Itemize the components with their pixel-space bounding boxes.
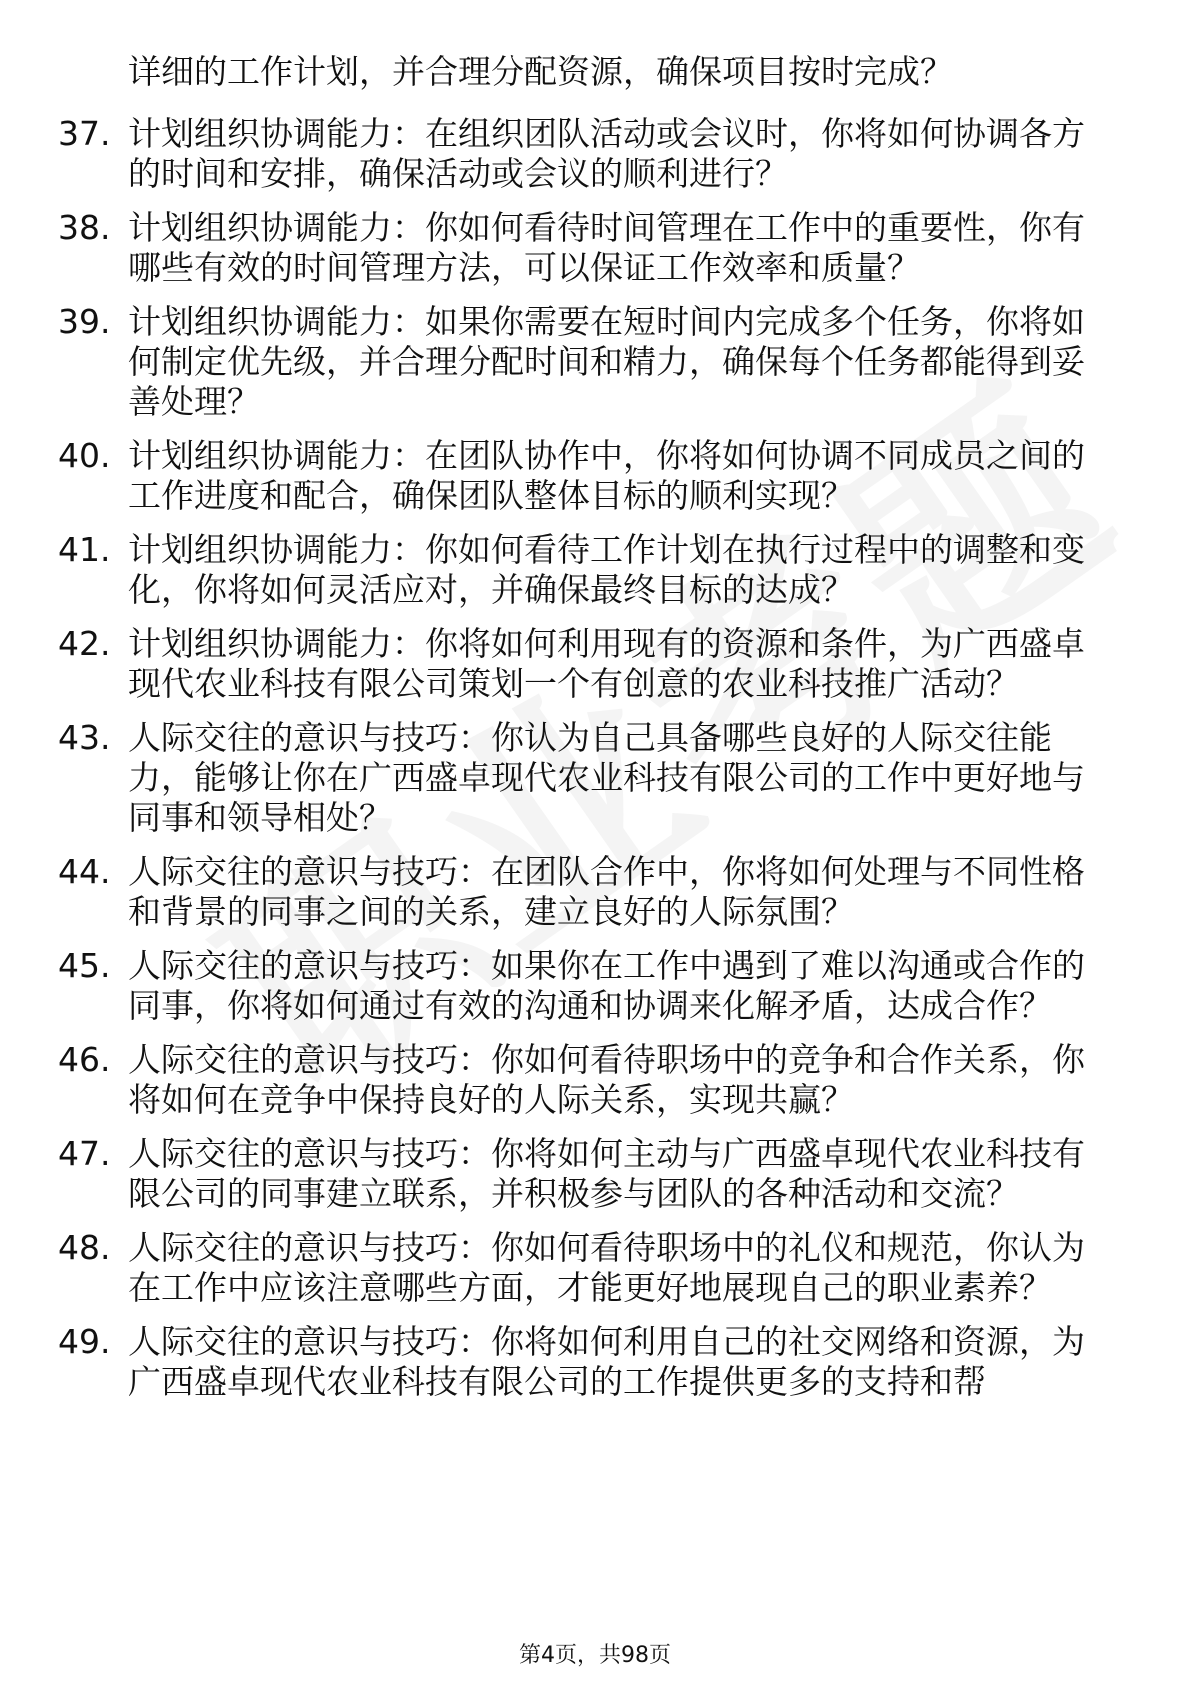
question-text: 人际交往的意识与技巧：你将如何利用自己的社交网络和资源，为广西盛卓现代农业科技有限公司的工作提供更多的支持和帮: [128, 1322, 1085, 1401]
question-text: 计划组织协调能力：你将如何利用现有的资源和条件，为广西盛卓现代农业科技有限公司策划一个有创意的农业科技推广活动？: [128, 624, 1085, 703]
continuation-text: 详细的工作计划，并合理分配资源，确保项目按时完成？: [128, 52, 953, 91]
question-number: 39.: [58, 302, 111, 341]
question-text: 人际交往的意识与技巧：你将如何主动与广西盛卓现代农业科技有限公司的同事建立联系，并积极参与团队的各种活动和交流？: [128, 1134, 1085, 1213]
question-item: [0, 436, 1110, 516]
question-item: [0, 302, 1110, 422]
question-item: [0, 624, 1110, 704]
question-item: [0, 1040, 1110, 1120]
question-item: [0, 114, 1110, 194]
question-text: 计划组织协调能力：如果你需要在短时间内完成多个任务，你将如何制定优先级，并合理分配时间和精力，确保每个任务都能得到妥善处理？: [128, 302, 1085, 421]
question-number: 40.: [58, 436, 111, 475]
question-number: 43.: [58, 718, 111, 757]
question-number: 41.: [58, 530, 111, 569]
question-item: [0, 1322, 1110, 1402]
question-number: 44.: [58, 852, 111, 891]
question-number: 37.: [58, 114, 111, 153]
question-item: [0, 1134, 1110, 1214]
question-text: 人际交往的意识与技巧：你认为自己具备哪些良好的人际交往能力，能够让你在广西盛卓现代农业科技有限公司的工作中更好地与同事和领导相处？: [128, 718, 1085, 837]
question-item: [0, 718, 1110, 838]
question-number: 47.: [58, 1134, 111, 1173]
question-number: 48.: [58, 1228, 111, 1267]
question-text: 人际交往的意识与技巧：你如何看待职场中的礼仪和规范，你认为在工作中应该注意哪些方面，才能更好地展现自己的职业素养？: [128, 1228, 1085, 1307]
question-number: 38.: [58, 208, 111, 247]
question-text: 人际交往的意识与技巧：如果你在工作中遇到了难以沟通或合作的同事，你将如何通过有效的沟通和协调来化解矛盾，达成合作？: [128, 946, 1085, 1025]
question-item: [0, 852, 1110, 932]
question-text: 计划组织协调能力：在团队协作中，你将如何协调不同成员之间的工作进度和配合，确保团队整体目标的顺利实现？: [128, 436, 1085, 515]
question-number: 45.: [58, 946, 111, 985]
question-text: 计划组织协调能力：你如何看待工作计划在执行过程中的调整和变化，你将如何灵活应对，并确保最终目标的达成？: [128, 530, 1085, 609]
question-text: 计划组织协调能力：你如何看待时间管理在工作中的重要性，你有哪些有效的时间管理方法，可以保证工作效率和质量？: [128, 208, 1085, 287]
question-text: 计划组织协调能力：在组织团队活动或会议时，你将如何协调各方的时间和安排，确保活动或会议的顺利进行？: [128, 114, 1085, 193]
question-item: [0, 530, 1110, 610]
page-footer: 第4页，共98页: [519, 1643, 671, 1668]
question-list: [0, 114, 1190, 1416]
question-item: [0, 946, 1110, 1026]
question-number: 49.: [58, 1322, 111, 1361]
question-number: 46.: [58, 1040, 111, 1079]
question-text: 人际交往的意识与技巧：你如何看待职场中的竞争和合作关系，你将如何在竞争中保持良好的人际关系，实现共赢？: [128, 1040, 1085, 1119]
question-item: [0, 208, 1110, 288]
question-item: [0, 1228, 1110, 1308]
question-text: 人际交往的意识与技巧：在团队合作中，你将如何处理与不同性格和背景的同事之间的关系，建立良好的人际氛围？: [128, 852, 1085, 931]
question-number: 42.: [58, 624, 111, 663]
